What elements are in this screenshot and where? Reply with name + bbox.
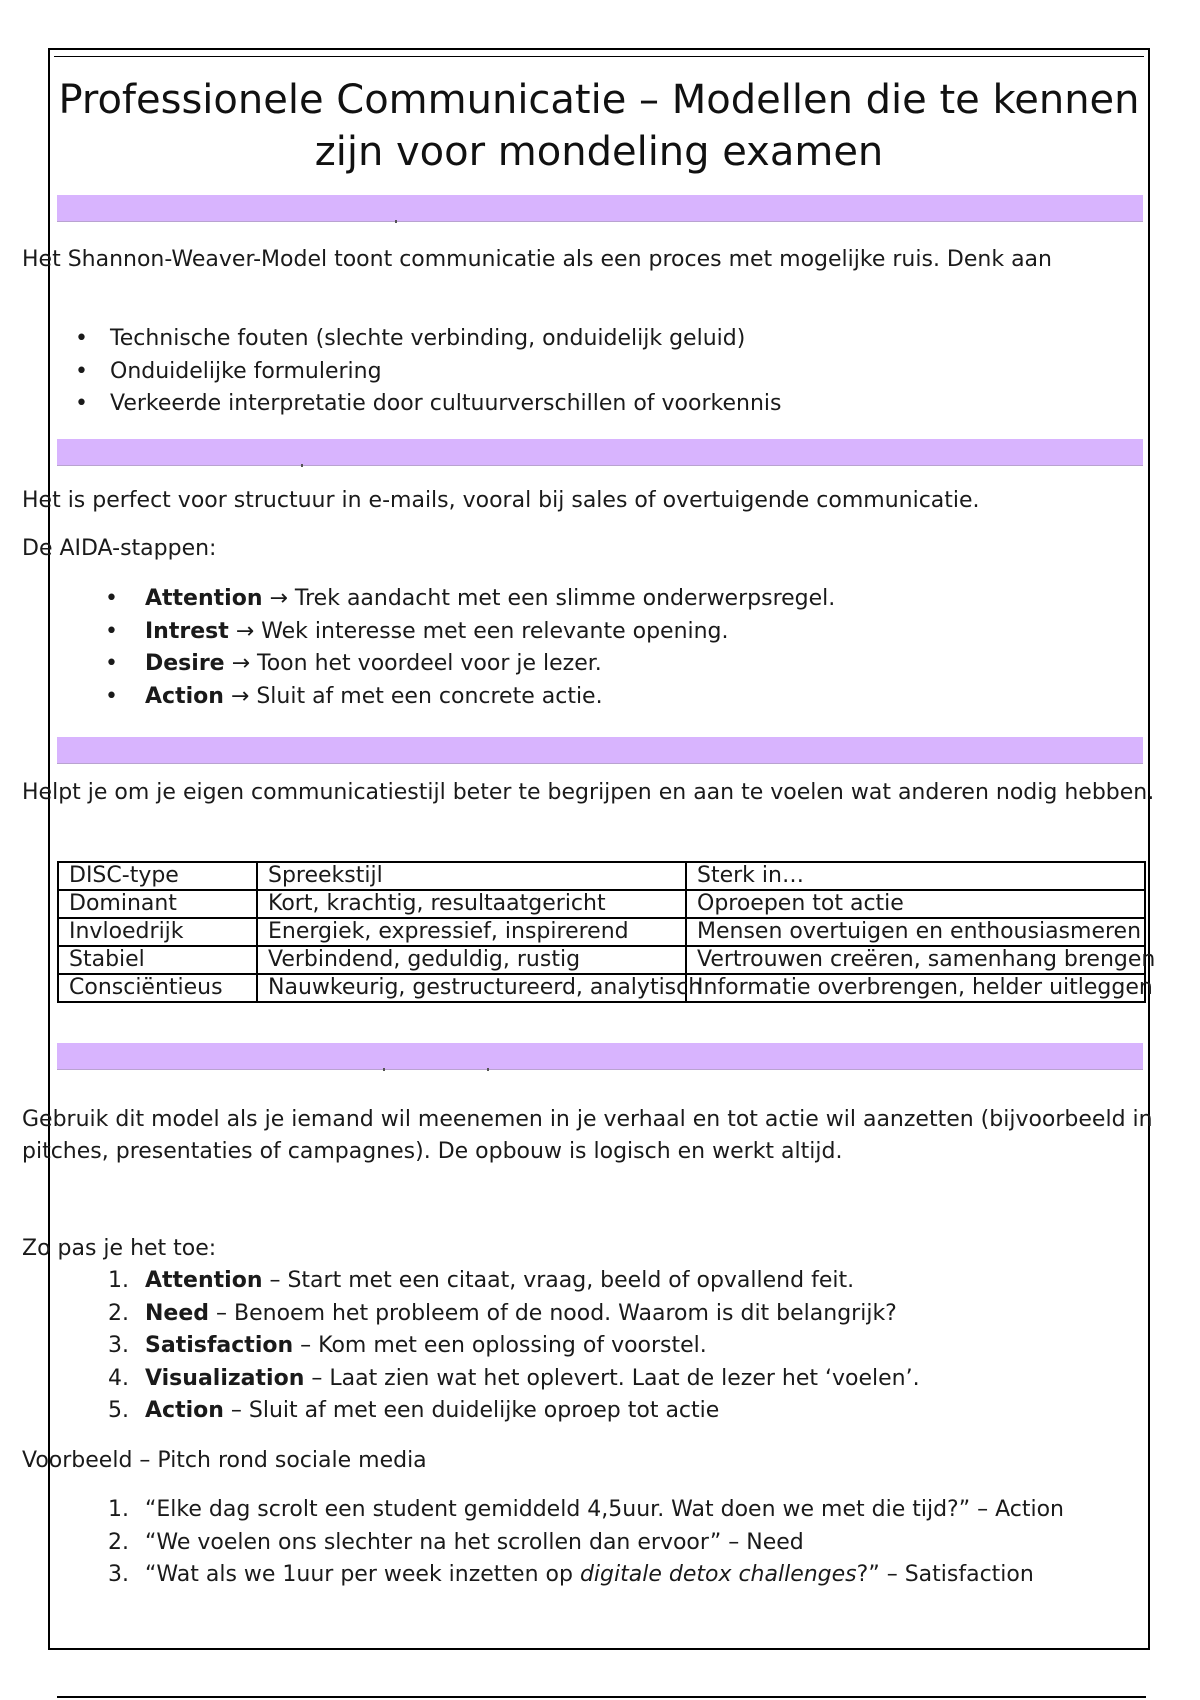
table-cell: Stabiel [58, 946, 257, 974]
section-band-aida [57, 439, 1143, 466]
table-header-cell: DISC-type [58, 862, 257, 890]
list-item: 4. Visualization – Laat zien wat het oplevert. Laat de lezer het ‘voelen’. [108, 1365, 920, 1391]
table-cell: Invloedrijk [58, 918, 257, 946]
list-item: 1. Attention – Start met een citaat, vraag, beeld of opvallend feit. [108, 1268, 855, 1293]
aida-steps-label: De AIDA-stappen: [22, 536, 217, 561]
table-cell: Kort, krachtig, resultaatgericht [257, 890, 686, 918]
aida-list [95, 583, 835, 713]
table-row [58, 946, 1145, 974]
monroe-apply-label: Zo pas je het toe: [22, 1236, 217, 1261]
list-item: • Technische fouten (slechte verbinding, onduidelijk geluid) [66, 323, 781, 356]
table-header-row [58, 862, 1145, 890]
table-cell: Informatie overbrengen, helder uitleggen [686, 974, 1145, 1002]
list-item: 2. “We voelen ons slechter na het scrollen dan ervoor” – Need [108, 1529, 804, 1555]
table-row [58, 890, 1145, 918]
bottom-rule [57, 1696, 1146, 1698]
list-item: 5. Action – Sluit af met een duidelijke oproep tot actie [108, 1398, 720, 1423]
table-cell: Dominant [58, 890, 257, 918]
section-band-monroe [57, 1043, 1143, 1070]
example-list [100, 1494, 1170, 1592]
table-cell: Energiek, expressief, inspirerend [257, 918, 686, 946]
aida-term: Action [145, 683, 224, 709]
monroe-intro: Gebruik dit model als je iemand wil meenemen in je verhaal en tot actie wil aanzetten (bijvoorbeeld in pitches, presentaties of campagnes). De opbouw is logisch en werkt altijd. [22, 1107, 1153, 1164]
aida-term: Attention [145, 586, 263, 611]
aida-intro: Het is perfect voor structuur in e-mails, vooral bij sales of overtuigende communicatie. [22, 488, 980, 513]
table-row [58, 918, 1145, 946]
monroe-steps-list [100, 1265, 1170, 1428]
list-item: 1. “Elke dag scrolt een student gemiddeld 4,5uur. Wat doen we met die tijd?” – Action [108, 1497, 1065, 1522]
list-item: 3. Satisfaction – Kom met een oplossing of voorstel. [108, 1333, 707, 1358]
list-item: • Onduidelijke formulering [66, 356, 781, 389]
list-item: • Intrest → Wek interesse met een relevante opening. [95, 616, 835, 649]
shannon-intro: Het Shannon-Weaver-Model toont communicatie als een proces met mogelijke ruis. Denk aan [22, 247, 1052, 272]
table-cell: Consciëntieus [58, 974, 257, 1002]
disc-intro: Helpt je om je eigen communicatiestijl beter te begrijpen en aan te voelen wat anderen nodig hebben. [22, 780, 1155, 805]
aida-term: Desire [145, 651, 225, 676]
table-header-cell: Sterk in… [686, 862, 1145, 890]
table-cell: Oproepen tot actie [686, 890, 1145, 918]
top-rule [54, 56, 1144, 57]
aida-term: Intrest [145, 618, 229, 644]
list-item: • Verkeerde interpretatie door cultuurverschillen of voorkennis [66, 388, 781, 421]
table-cell: Mensen overtuigen en enthousiasmeren [686, 918, 1145, 946]
page-title: Professionele Communicatie – Modellen die te kennen zijn voor mondeling examen [58, 77, 1140, 175]
shannon-list [66, 323, 781, 421]
list-item: • Attention → Trek aandacht met een slimme onderwerpsregel. [95, 583, 835, 616]
section-band-disc [57, 737, 1143, 764]
list-item: • Desire → Toon het voordeel voor je lezer. [95, 648, 835, 681]
section-band-shannon [57, 195, 1143, 222]
table-cell: Vertrouwen creëren, samenhang brengen [686, 946, 1145, 974]
list-item: 2. Need – Benoem het probleem of de nood. Waarom is dit belangrijk? [108, 1300, 897, 1326]
table-header-cell: Spreekstijl [257, 862, 686, 890]
list-item: • Action → Sluit af met een concrete actie. [95, 681, 835, 714]
table-cell: Nauwkeurig, gestructureerd, analytisch [257, 974, 686, 1002]
table-cell: Verbindend, geduldig, rustig [257, 946, 686, 974]
table-row [58, 974, 1145, 1002]
disc-table [57, 861, 1156, 1003]
example-label: Voorbeeld – Pitch rond sociale media [22, 1448, 427, 1473]
list-item: 3. “Wat als we 1uur per week inzetten op digitale detox challenges?” – Satisfaction [108, 1562, 1034, 1587]
